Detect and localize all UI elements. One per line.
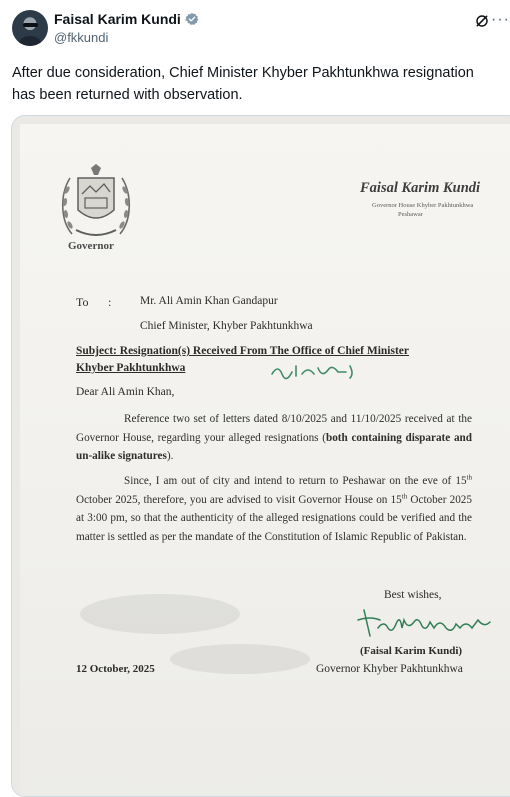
verified-badge-icon xyxy=(185,12,199,26)
government-emblem-icon xyxy=(58,164,134,242)
signatory-title: Governor Khyber Pakhtunkhwa xyxy=(316,663,463,675)
post-text: After due consideration, Chief Minister Khyber Pakhtunkhwa resignation has been returned with observation. xyxy=(12,65,474,103)
para2-sup-2: th xyxy=(401,491,408,500)
para2-text-c: October 2025 at 3:00 pm, so that the authenticity of the alleged resignations could be verified and the matter is settled as per the mandate of the Constitution of Islamic Republic of Pakistan. xyxy=(76,493,472,543)
salutation: Dear Ali Amin Khan, xyxy=(76,386,175,398)
letter-subject xyxy=(76,343,456,377)
post-image[interactable] xyxy=(11,115,510,797)
para2-text-a: Since, I am out of city and intend to return to Peshawar on the eve of 15 xyxy=(124,475,467,487)
to-label: To xyxy=(76,295,89,309)
author-display-name[interactable]: Faisal Karim Kundi xyxy=(54,11,181,27)
paper-smudge xyxy=(170,644,310,674)
para2-text-b: October 2025, therefore, you are advised to visit Governor House on 15 xyxy=(76,493,402,506)
signatory-name: (Faisal Karim Kundi) xyxy=(360,645,463,657)
paper-smudge xyxy=(80,594,240,634)
para2-sup-1: th xyxy=(466,473,472,482)
letterhead-city: Peshawar xyxy=(398,211,423,218)
body-paragraph-1 xyxy=(76,410,472,466)
author-handle[interactable]: @fkkundi xyxy=(54,30,109,45)
body-paragraph-2 xyxy=(76,472,472,546)
avatar-sunglasses xyxy=(23,23,38,27)
office-label: Governor xyxy=(68,240,114,252)
letter-document xyxy=(20,124,510,797)
post-header xyxy=(12,10,510,50)
para1-end-text: ). xyxy=(166,450,174,462)
subject-line-2: Khyber Pakhtunkhwa xyxy=(76,362,186,374)
avatar[interactable] xyxy=(12,10,48,46)
to-colon: : xyxy=(108,295,112,309)
author-name-row xyxy=(54,11,199,27)
para1-text: Reference two set of letters dated 8/10/2025 and 11/10/2025 received at the Governor House, regarding your alleged resignations ( xyxy=(76,413,472,444)
grok-icon[interactable] xyxy=(474,13,490,29)
more-options-icon[interactable]: ··· xyxy=(491,11,510,28)
avatar-shoulders xyxy=(17,36,43,46)
para1-bold-text: both containing disparate and un-alike signatures xyxy=(76,431,472,462)
addressee: Mr. Ali Amin Khan Gandapur xyxy=(140,295,278,307)
letterhead-name: Faisal Karim Kundi xyxy=(360,180,481,196)
closing: Best wishes, xyxy=(384,589,442,601)
handwritten-urdu-greeting xyxy=(268,360,358,382)
subject-line-1: Subject: Resignation(s) Received From The Office of Chief Minister xyxy=(76,345,410,357)
letterhead-address: Governor House Khyber Pakhtunkhwa xyxy=(372,202,474,209)
letter-date: 12 October, 2025 xyxy=(76,663,155,675)
handwritten-signature xyxy=(356,606,496,640)
addressee-designation: Chief Minister, Khyber Pakhtunkhwa xyxy=(140,320,313,332)
